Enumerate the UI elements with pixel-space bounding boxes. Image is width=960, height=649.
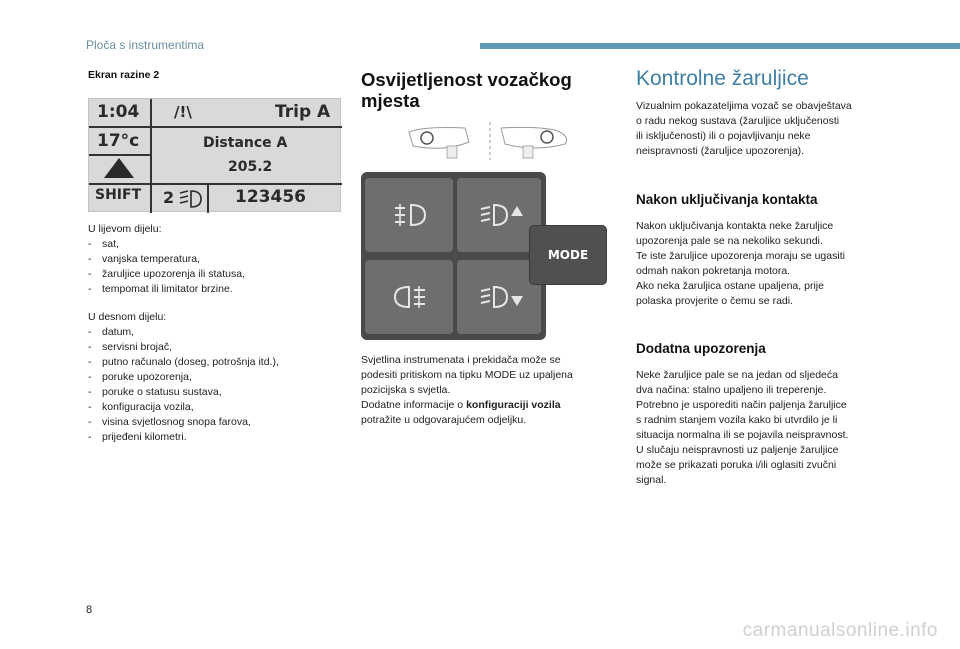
list-item: - datum, xyxy=(88,326,135,338)
vehicle-config-link-text: konfiguraciji vozila xyxy=(466,399,561,411)
left-part-title: U lijevom dijelu: xyxy=(88,223,162,235)
list-item: - tempomat ili limitator brzine. xyxy=(88,283,233,295)
list-item: - poruke o statusu sustava, xyxy=(88,386,222,398)
lcd-divider xyxy=(89,183,342,185)
lcd-divider xyxy=(89,126,342,128)
shift-arrow-icon xyxy=(103,157,135,179)
list-item: - visina svjetlosnog snopa farova, xyxy=(88,416,251,428)
right-part-title: U desnom dijelu: xyxy=(88,311,167,323)
lcd-distance-label: Distance A xyxy=(203,135,288,151)
lcd-odometer: 123456 xyxy=(235,187,306,207)
lcd-trip: Trip A xyxy=(275,102,331,122)
right-part-list xyxy=(88,310,279,445)
brightness-text: Svjetlina instrumenata i prekidača može se podesiti pritiskom na tipku MODE uz upaljena pozicijska s svjetla. Dodatne informacije o konfiguraciji vozila potražite u odgovarajućem odjeljku. xyxy=(361,354,573,426)
lighting-heading: Osvijetljenost vozačkog mjesta xyxy=(361,69,572,111)
list-item: - vanjska temperatura, xyxy=(88,253,201,265)
lcd-time: 1:04 xyxy=(97,102,140,122)
header-accent-bar xyxy=(480,43,960,49)
list-item: - putno računalo (doseg, potrošnja itd.), xyxy=(88,356,279,368)
lcd-divider xyxy=(150,99,152,213)
lcd-divider xyxy=(207,185,209,213)
lcd-divider xyxy=(89,154,151,156)
ignition-section-text: Nakon uključivanja kontakta neke žaruljice upozorenja pale se na nekoliko sekundi. Te iste žaruljice upozorenja moraju se ugasiti odmah nakon pokretanja motora. Ako neka žaruljica ostane upaljena, prije polaska provjerite o čemu se radi. xyxy=(636,220,845,307)
extra-warnings-text: Neke žaruljice pale se na jedan od sljedeća dva načina: stalno upaljeno ili treperenje. Potrebno je usporediti način paljenja žaruljice s radnim stanjem vozila kako bi utvrdilo je li situacija normalna ili se pojavila neispravnost. U slučaju neispravnosti uz paljenje žaruljice može se prikazati poruka i/ili oglasiti zvučni signal. xyxy=(636,369,849,486)
watermark: carmanualsonline.info xyxy=(742,620,938,641)
headlamp-level-icon xyxy=(177,189,203,209)
rear-fog-icon xyxy=(393,284,427,310)
ignition-section-heading: Nakon uključivanja kontakta xyxy=(636,192,818,207)
list-item: - konfiguracija vozila, xyxy=(88,401,194,413)
list-item: - prijeđeni kilometri. xyxy=(88,431,187,443)
mode-label: MODE xyxy=(547,248,589,262)
lcd-warning-icon: /!\ xyxy=(174,103,192,121)
rear-fog-key[interactable] xyxy=(365,260,453,334)
lcd-distance-value: 205.2 xyxy=(228,159,273,175)
lcd-shift: SHIFT xyxy=(95,187,142,203)
switch-panel xyxy=(361,172,546,340)
list-item: - žaruljice upozorenja ili statusa, xyxy=(88,268,245,280)
header-section-title: Ploča s instrumentima xyxy=(86,38,205,52)
extra-warnings-heading: Dodatna upozorenja xyxy=(636,341,766,356)
list-item: - sat, xyxy=(88,238,119,250)
list-item: - poruke upozorenja, xyxy=(88,371,192,383)
lcd-display xyxy=(88,98,341,212)
lcd-temperature: 17°c xyxy=(97,131,140,151)
front-fog-icon xyxy=(393,202,427,228)
beam-height-up-key[interactable] xyxy=(457,178,541,252)
headlamp-down-icon xyxy=(479,284,525,310)
headlamp-up-icon xyxy=(479,202,525,228)
page-number: 8 xyxy=(86,604,93,616)
warning-lamps-intro: Vizualnim pokazateljima vozač se obavještava o radu nekog sustava (žaruljice uključenosti ili isključenosti) ili o pojavljivanju neke neispravnosti (žaruljice upozorenja). xyxy=(636,100,852,157)
beam-height-down-key[interactable] xyxy=(457,260,541,334)
list-item: - servisni brojač, xyxy=(88,341,173,353)
mode-button[interactable] xyxy=(530,226,606,284)
lcd-gear: 2 xyxy=(163,188,175,207)
display-level-heading: Ekran razine 2 xyxy=(88,69,160,81)
warning-lamps-title: Kontrolne žaruljice xyxy=(636,67,809,90)
dashboard-brightness-illustration xyxy=(405,122,575,162)
front-fog-key[interactable] xyxy=(365,178,453,252)
left-part-list xyxy=(88,222,245,297)
